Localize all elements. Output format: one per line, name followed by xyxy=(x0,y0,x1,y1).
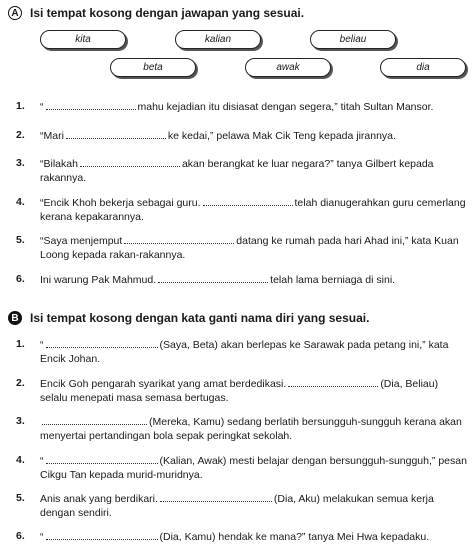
b-question-1: 1. “ (Saya, Beta) akan berlepas ke Sarawak pada petang ini,” kata Encik Johan. xyxy=(16,338,449,365)
question-number: 5. xyxy=(16,492,25,504)
word-pill-kita: kita xyxy=(40,30,126,49)
answer-blank[interactable] xyxy=(46,529,158,540)
answer-blank[interactable] xyxy=(158,272,268,283)
question-number: 2. xyxy=(16,377,25,389)
word-pill-dia: dia xyxy=(380,58,466,77)
answer-blank[interactable] xyxy=(160,491,272,502)
answer-blank[interactable] xyxy=(203,195,293,206)
question-number: 5. xyxy=(16,234,25,246)
answer-blank[interactable] xyxy=(46,453,158,464)
a-question-5: 5. “Saya menjemput datang ke rumah pada hari Ahad ini,” kata Kuan Loong kepada rakan-rakannya. xyxy=(16,234,459,261)
b-question-4: 4. “ (Kalian, Awak) mesti belajar dengan bersungguh-sungguh,” pesan Cikgu Tan kepada murid-muridnya. xyxy=(16,454,467,481)
section-a-title: Isi tempat kosong dengan jawapan yang sesuai. xyxy=(30,6,305,20)
answer-blank[interactable] xyxy=(288,376,378,387)
word-pill-kalian: kalian xyxy=(175,30,261,49)
answer-blank[interactable] xyxy=(66,128,166,139)
a-question-1: 1. “ mahu kejadian itu disiasat dengan segera,” titah Sultan Mansor. xyxy=(16,100,434,113)
section-b-badge: B xyxy=(8,311,22,325)
word-pill-awak: awak xyxy=(245,58,331,77)
answer-blank[interactable] xyxy=(80,156,180,167)
question-number: 1. xyxy=(16,100,25,112)
question-number: 3. xyxy=(16,415,25,427)
b-question-6: 6. “ (Dia, Kamu) hendak ke mana?” tanya Mei Hwa kepadaku. xyxy=(16,530,430,543)
a-question-6: 6. Ini warung Pak Mahmud. telah lama berniaga di sini. xyxy=(16,273,396,286)
section-a-badge: A xyxy=(8,6,22,20)
question-number: 6. xyxy=(16,530,25,542)
a-question-2: 2. “Mari ke kedai,” pelawa Mak Cik Teng kepada jirannya. xyxy=(16,129,396,142)
question-number: 6. xyxy=(16,273,25,285)
answer-blank[interactable] xyxy=(46,99,136,110)
b-question-2: 2. Encik Goh pengarah syarikat yang amat berdedikasi. (Dia, Beliau) selalu menepati masa semasa bertugas. xyxy=(16,377,439,404)
question-number: 4. xyxy=(16,454,25,466)
answer-blank[interactable] xyxy=(124,233,234,244)
b-question-3: 3. (Mereka, Kamu) sedang berlatih bersungguh-sungguh kerana akan menyertai pertandingan bola sepak peringkat sekolah. xyxy=(16,415,462,442)
word-pill-beta: beta xyxy=(110,58,196,77)
b-question-5: 5. Anis anak yang berdikari. (Dia, Aku) melakukan semua kerja dengan sendiri. xyxy=(16,492,434,519)
section-b-header xyxy=(8,311,369,325)
word-pill-beliau: beliau xyxy=(310,30,396,49)
answer-blank[interactable] xyxy=(46,337,158,348)
a-question-3: 3. “Bilakah akan berangkat ke luar negara?” tanya Gilbert kepada rakannya. xyxy=(16,157,434,184)
question-number: 2. xyxy=(16,129,25,141)
a-question-4: 4. “Encik Khoh bekerja sebagai guru. telah dianugerahkan guru cemerlang kerana kepakarannya. xyxy=(16,196,466,223)
section-b-title: Isi tempat kosong dengan kata ganti nama diri yang sesuai. xyxy=(30,311,370,325)
answer-blank[interactable] xyxy=(42,414,147,425)
question-number: 1. xyxy=(16,338,25,350)
section-a-header xyxy=(8,6,304,20)
question-number: 3. xyxy=(16,157,25,169)
question-number: 4. xyxy=(16,196,25,208)
